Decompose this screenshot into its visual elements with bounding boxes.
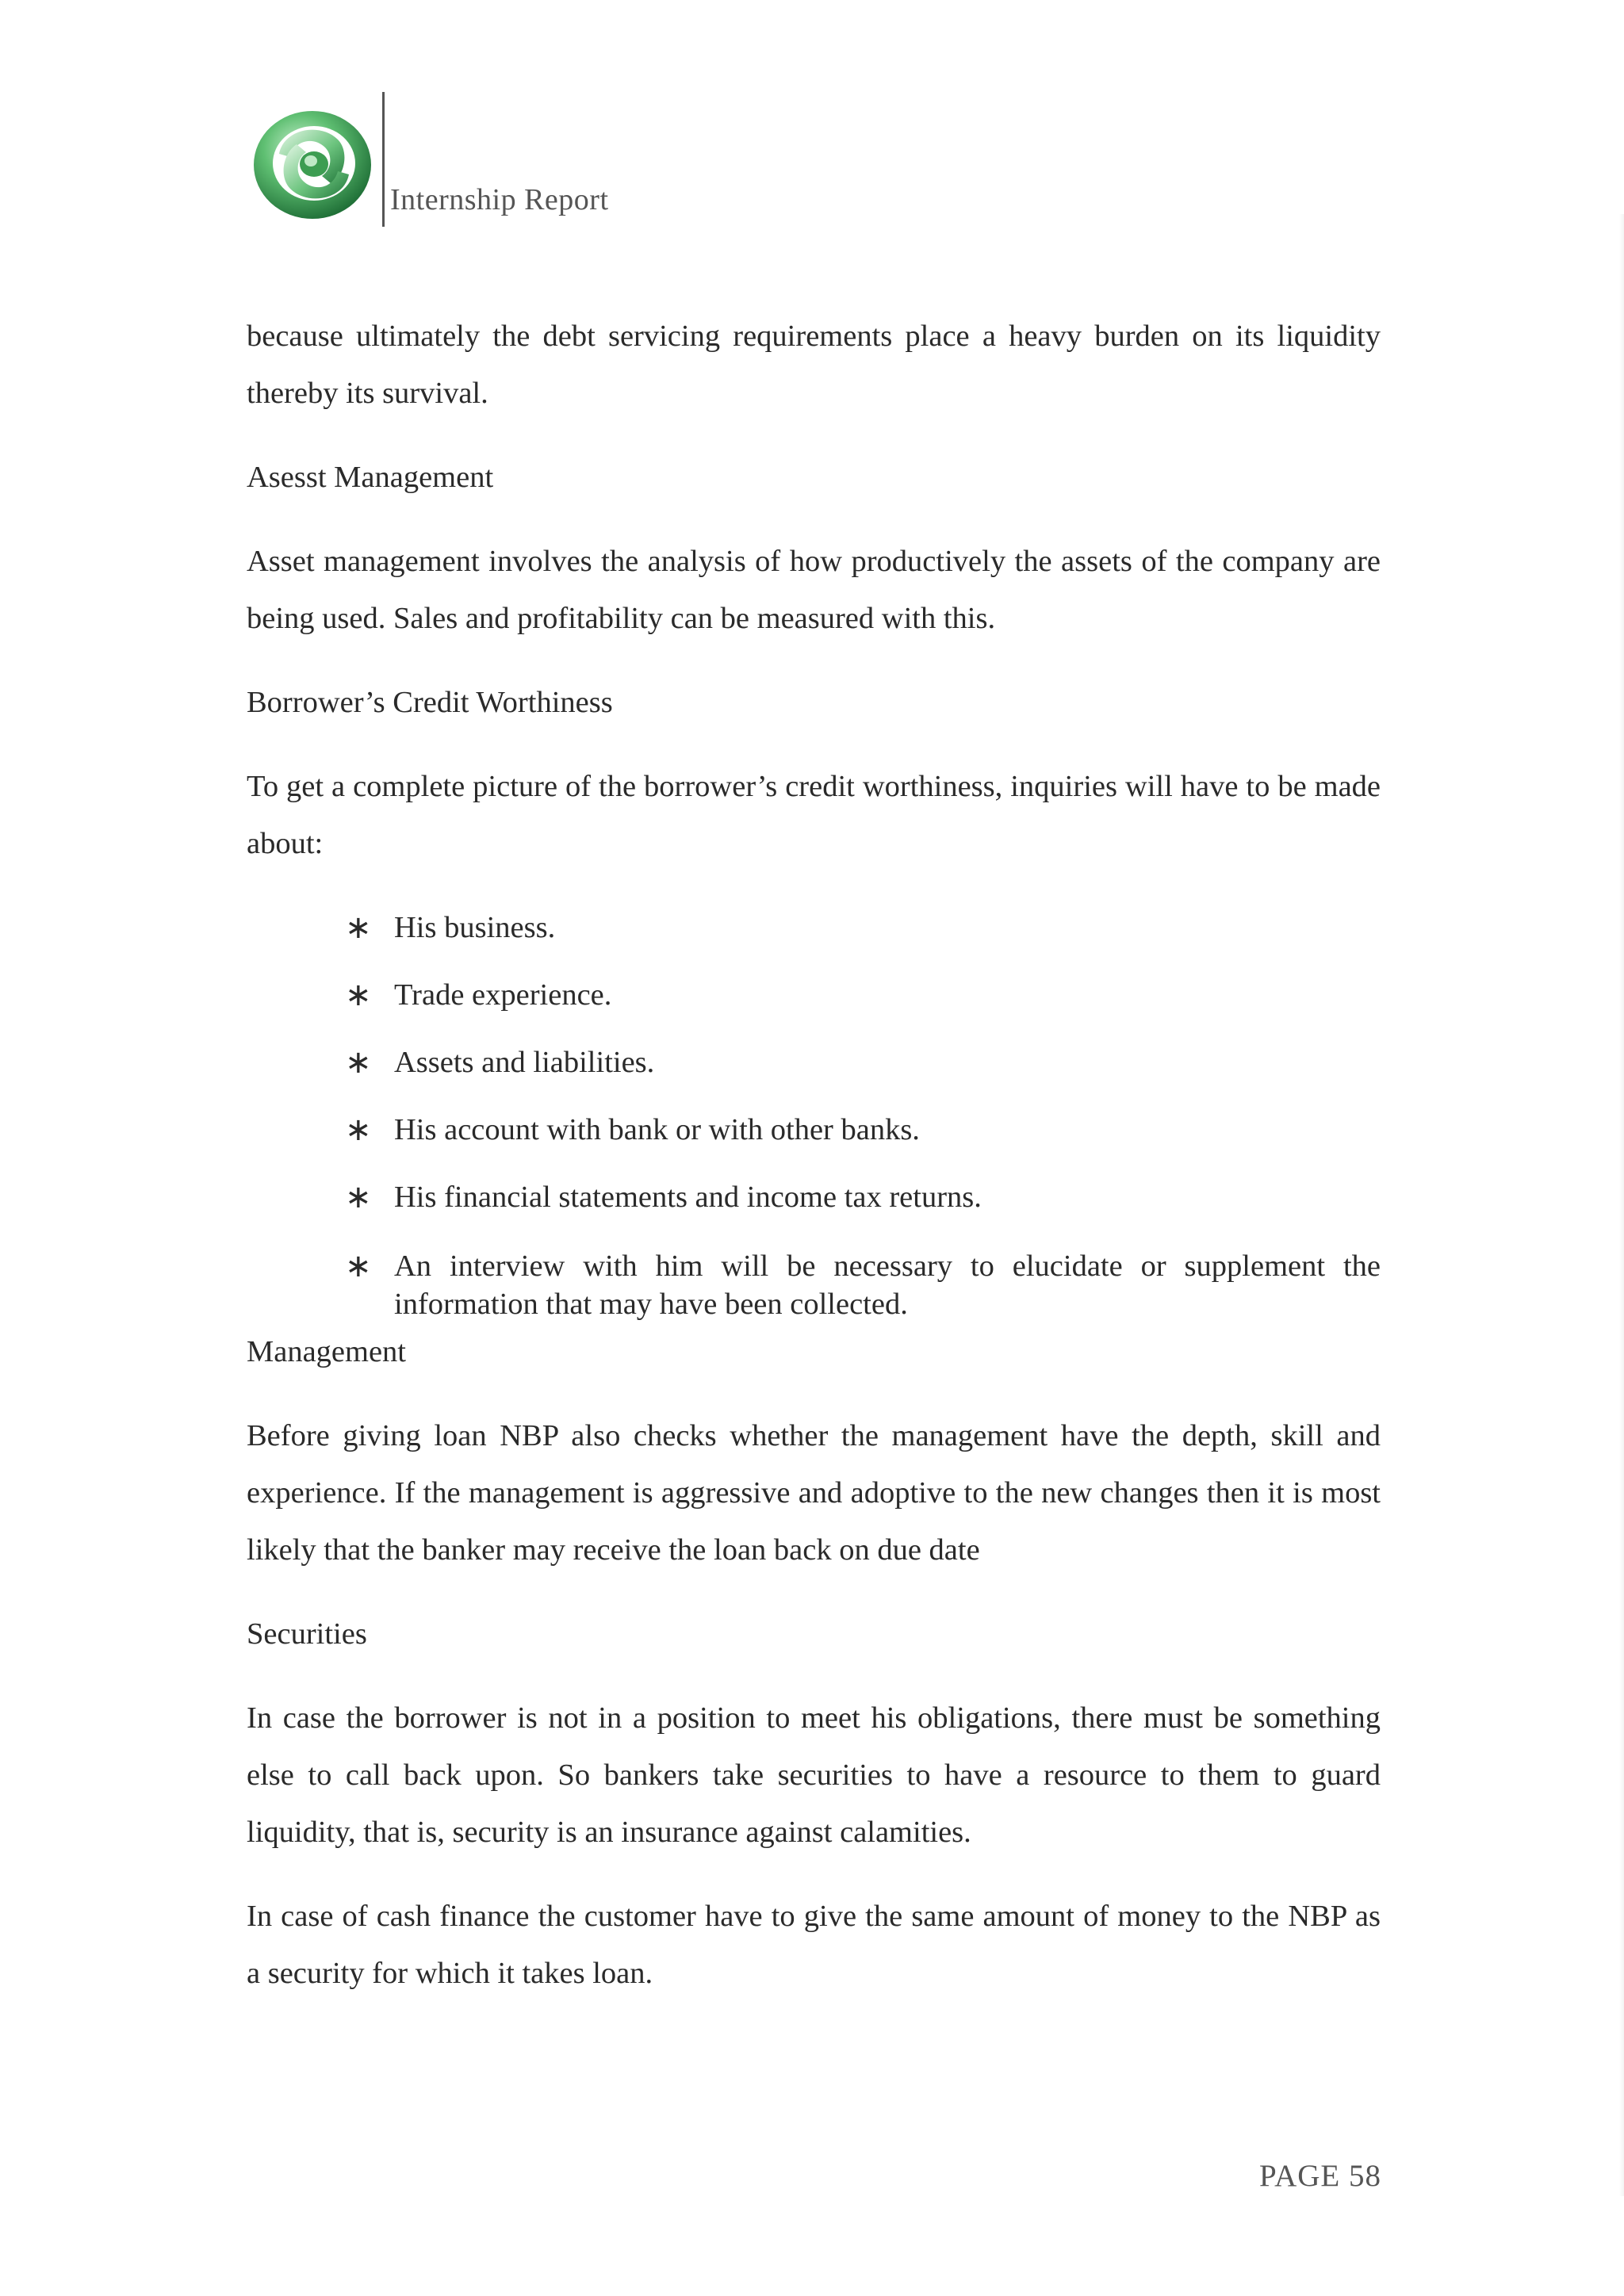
page-edge-shadow	[1619, 214, 1624, 2196]
asterisk-bullet-icon: ∗	[345, 1112, 372, 1148]
header-title: Internship Report	[390, 183, 609, 216]
header-divider	[382, 92, 385, 227]
heading-management: Management	[247, 1335, 406, 1368]
paragraph-asset-management: Asset management involves the analysis of how productively the assets of the company are being used. Sales and profitability can be measured with this.	[247, 545, 1381, 635]
list-item-text: Trade experience.	[394, 978, 612, 1012]
heading-credit-worthiness: Borrower’s Credit Worthiness	[247, 686, 613, 719]
list-item	[345, 894, 1381, 962]
asterisk-bullet-icon: ∗	[345, 1044, 372, 1081]
list-item-text: An interview with him will be necessary to elucidate or supplement the information that may have been collected.	[394, 1249, 1381, 1321]
list-item-text: His account with bank or with other banks.	[394, 1113, 920, 1146]
document-body	[247, 308, 1381, 2002]
nbp-logo-icon	[244, 98, 375, 225]
page-header	[244, 89, 720, 228]
paragraph-credit-worthiness: To get a complete picture of the borrower’s credit worthiness, inquiries will have to be made about:	[247, 770, 1381, 860]
asterisk-bullet-icon: ∗	[345, 977, 372, 1013]
paragraph-liquidity: because ultimately the debt servicing requirements place a heavy burden on its liquidity thereby its survival.	[247, 320, 1381, 410]
asterisk-bullet-icon: ∗	[345, 1248, 372, 1284]
list-item-text: His business.	[394, 911, 556, 944]
heading-asset-management: Asesst Management	[247, 461, 494, 494]
page-number: PAGE 58	[1258, 2159, 1381, 2193]
list-item-text: Assets and liabilities.	[394, 1046, 655, 1079]
list-item	[345, 1231, 1381, 1323]
paragraph-management: Before giving loan NBP also checks whether the management have the depth, skill and experience. If the management is aggressive and adoptive to the new changes then it is most likely that the banker may receive the loan back on due date	[247, 1419, 1381, 1567]
list-item	[345, 1096, 1381, 1164]
heading-securities: Securities	[247, 1617, 367, 1651]
asterisk-bullet-icon: ∗	[345, 1179, 372, 1215]
inquiry-list	[247, 894, 1381, 1323]
list-item	[345, 1029, 1381, 1096]
paragraph-securities: In case the borrower is not in a position to meet his obligations, there must be something else to call back upon. So bankers take securities to have a resource to them to guard liquidity, that is, security is an insurance against calamities.	[247, 1701, 1381, 1849]
list-item	[345, 962, 1381, 1029]
asterisk-bullet-icon: ∗	[345, 909, 372, 946]
list-item	[345, 1164, 1381, 1231]
list-item-text: His financial statements and income tax returns.	[394, 1181, 982, 1214]
paragraph-cash-finance: In case of cash finance the customer have to give the same amount of money to the NBP as a security for which it takes loan.	[247, 1900, 1381, 1990]
